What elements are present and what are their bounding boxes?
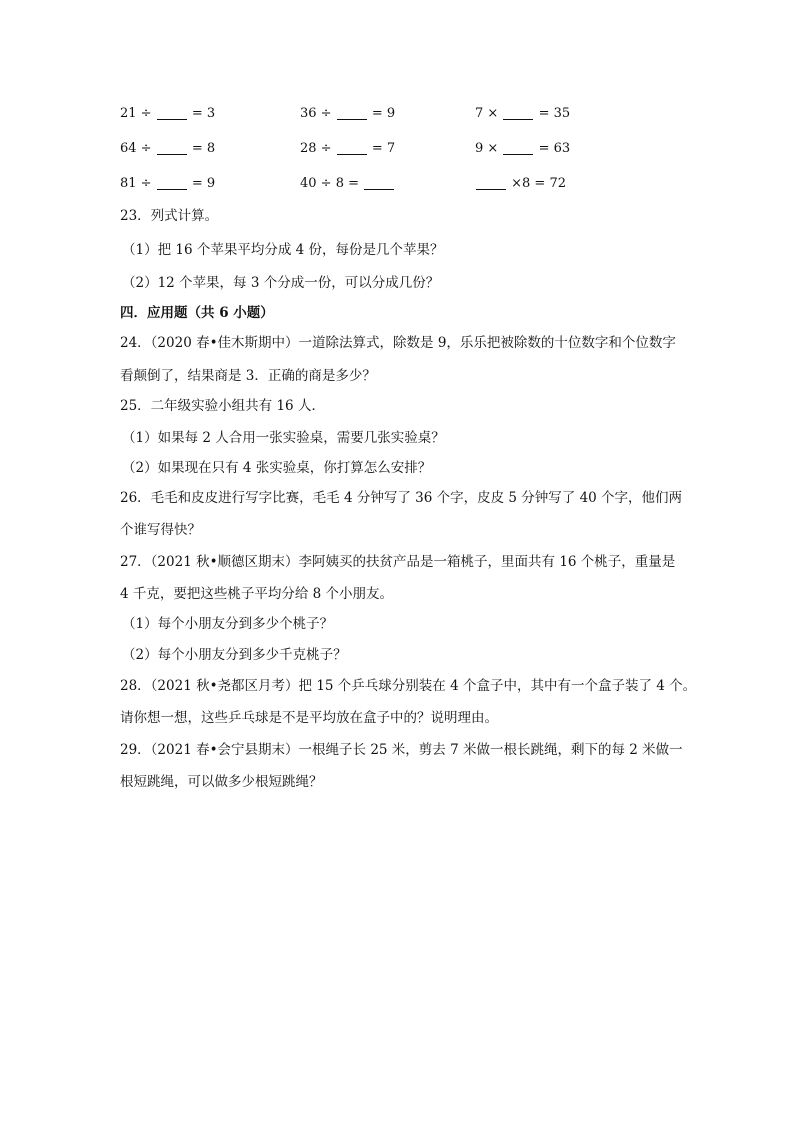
equation: 64 ÷ = 8 bbox=[120, 141, 216, 156]
question-27-line-1: 27．（2021 秋•顺德区期末）李阿姨买的扶贫产品是一箱桃子，里面共有 16 个桃子，重量是 bbox=[120, 554, 676, 570]
answer-blank[interactable] bbox=[157, 140, 187, 155]
question-26-line-1: 26．毛毛和皮皮进行写字比赛，毛毛 4 分钟写了 36 个字，皮皮 5 分钟写了 40 个字，他们两 bbox=[120, 490, 683, 506]
answer-blank[interactable] bbox=[337, 105, 367, 120]
answer-blank[interactable] bbox=[337, 140, 367, 155]
section-heading: 四．应用题（共 6 小题） bbox=[120, 305, 274, 321]
equation: 9 × = 63 bbox=[475, 141, 571, 156]
question-23-title: 23．列式计算。 bbox=[120, 208, 219, 224]
question-23-part-2: （2）12 个苹果，每 3 个分成一份，可以分成几份？ bbox=[122, 275, 440, 291]
equation: 81 ÷ = 9 bbox=[120, 176, 216, 191]
equation: 7 × = 35 bbox=[475, 106, 571, 121]
question-28-line-2: 请你想一想，这些乒乓球是不是平均放在盒子中的？说明理由。 bbox=[120, 710, 498, 726]
question-25-part-2: （2）如果现在只有 4 张实验桌，你打算怎么安排？ bbox=[122, 460, 432, 476]
question-27-line-2: 4 千克，要把这些桃子平均分给 8 个小朋友。 bbox=[120, 586, 394, 602]
question-29-line-1: 29．（2021 春•会宁县期末）一根绳子长 25 米，剪去 7 米做一根长跳绳，剩下的每 2 米做一 bbox=[120, 742, 683, 758]
question-25-title: 25．二年级实验小组共有 16 人． bbox=[120, 398, 325, 414]
equation: 40 ÷ 8 = bbox=[300, 174, 395, 194]
equation: 21 ÷ = 3 bbox=[120, 106, 216, 121]
answer-blank[interactable] bbox=[503, 105, 533, 120]
answer-blank[interactable] bbox=[364, 175, 394, 190]
answer-blank[interactable] bbox=[157, 175, 187, 190]
equation: 28 ÷ = 7 bbox=[300, 141, 396, 156]
question-24-line-2: 看颠倒了，结果商是 3．正确的商是多少？ bbox=[120, 368, 376, 384]
question-26-line-2: 个谁写得快？ bbox=[120, 522, 201, 538]
equation: ×8 = 72 bbox=[475, 174, 566, 194]
question-28-line-1: 28．（2021 秋•尧都区月考）把 15 个乒乓球分别装在 4 个盒子中，其中有一个盒子装了 4 个。 bbox=[120, 678, 697, 694]
question-29-line-2: 根短跳绳，可以做多少根短跳绳？ bbox=[120, 774, 323, 790]
equation: 36 ÷ = 9 bbox=[300, 106, 396, 121]
question-25-part-1: （1）如果每 2 人合用一张实验桌，需要几张实验桌？ bbox=[122, 430, 445, 446]
answer-blank[interactable] bbox=[476, 175, 506, 190]
question-23-part-1: （1）把 16 个苹果平均分成 4 份，每份是几个苹果？ bbox=[122, 242, 444, 258]
question-27-part-2: （2）每个小朋友分到多少千克桃子？ bbox=[122, 647, 347, 663]
answer-blank[interactable] bbox=[157, 105, 187, 120]
answer-blank[interactable] bbox=[503, 140, 533, 155]
question-24-line-1: 24．（2020 春•佳木斯期中）一道除法算式，除数是 9，乐乐把被除数的十位数字和个位数字 bbox=[120, 335, 676, 351]
question-27-part-1: （1）每个小朋友分到多少个桃子？ bbox=[122, 616, 334, 632]
